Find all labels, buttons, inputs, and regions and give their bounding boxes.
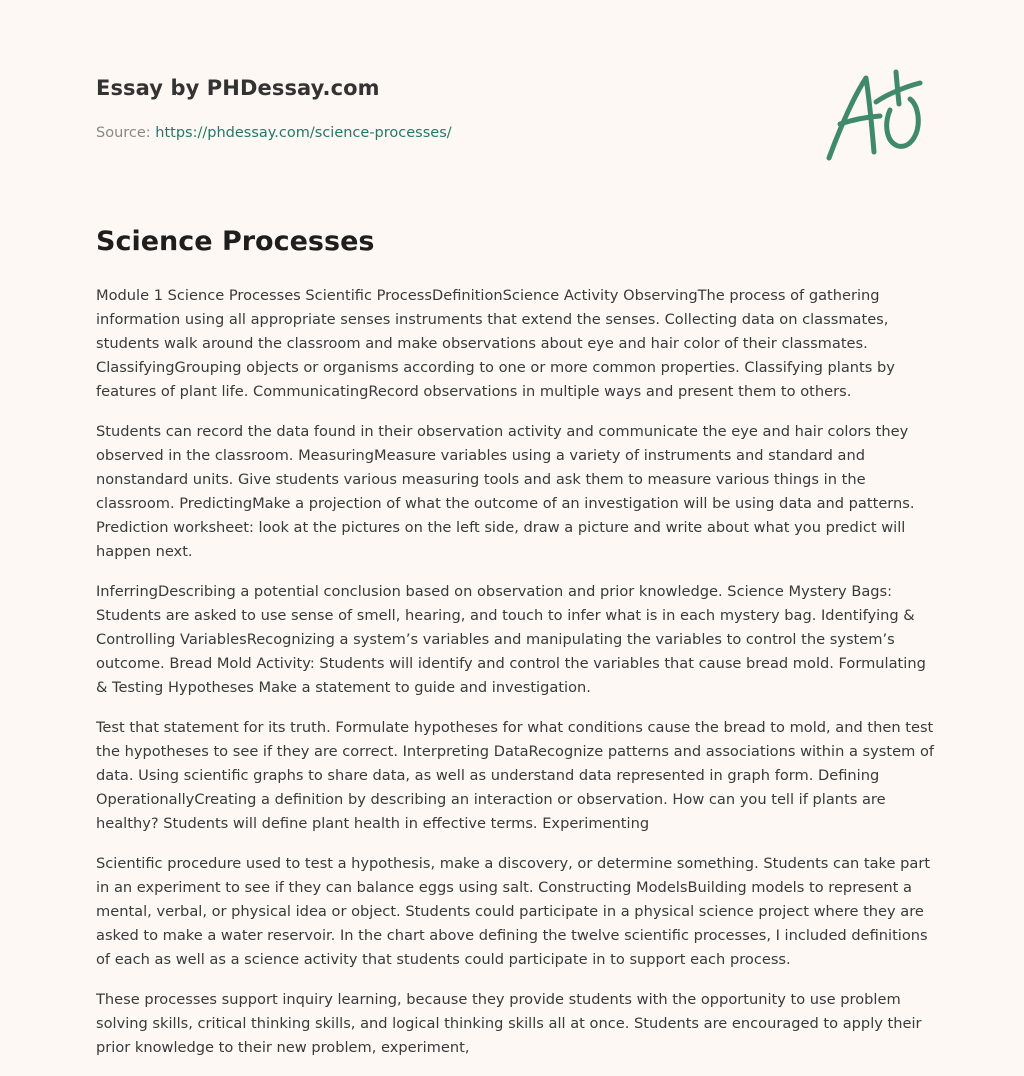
essay-paragraph: Students can record the data found in their observation activity and communicate the eye and hair colors they observed in the classroom. MeasuringMeasure variables using a variety of instruments and standard and nonstandard units. Give students various measuring tools and ask them to measure various things in the classroom. PredictingMake a projection of what the outcome of an investigation will be using data and patterns. Prediction worksheet: look at the pictures on the left side, draw a picture and write about what you predict will happen next. xyxy=(96,423,915,560)
essay-paragraph: InferringDescribing a potential conclusion based on observation and prior knowledge. Science Mystery Bags: Students are asked to use sense of smell, hearing, and touch to infer what is in each mystery bag. Identifying & Controlling VariablesRecognizing a system’s variables and manipulating the variables to control the system’s outcome. Bread Mold Activity: Students will identify and control the variables that cause bread mold. Formulating & Testing Hypotheses Make a statement to guide and investigation. xyxy=(96,583,926,696)
site-brand: Essay by PHDessay.com xyxy=(96,76,380,100)
a-plus-logo-icon xyxy=(820,66,930,166)
essay-body xyxy=(96,284,936,1076)
essay-title: Science Processes xyxy=(96,226,375,257)
source-line xyxy=(96,125,452,141)
essay-paragraph: Test that statement for its truth. Formulate hypotheses for what conditions cause the bread to mold, and then test the hypotheses to see if they are correct. Interpreting DataRecognize patterns and associations within a system of data. Using scientific graphs to share data, as well as understand data represented in graph form. Defining OperationallyCreating a definition by describing an interaction or observation. How can you tell if plants are healthy? Students will define plant health in effective terms. Experimenting xyxy=(96,719,935,832)
source-label: Source: xyxy=(96,125,156,141)
source-link[interactable]: https://phdessay.com/science-processes/ xyxy=(155,125,452,141)
essay-paragraph: These processes support inquiry learning, because they provide students with the opportunity to use problem solving skills, critical thinking skills, and logical thinking skills all at once. Students are encouraged to apply their prior knowledge to their new problem, experiment, xyxy=(96,991,922,1056)
essay-paragraph: Scientific procedure used to test a hypothesis, make a discovery, or determine something. Students can take part in an experiment to see if they can balance eggs using salt. Constructing ModelsBuilding models to represent a mental, verbal, or physical idea or object. Students could participate in a physical science project where they are asked to make a water reservoir. In the chart above defining the twelve scientific processes, I included definitions of each as well as a science activity that students could participate in to support each process. xyxy=(96,855,931,968)
essay-paragraph: Module 1 Science Processes Scientific ProcessDefinitionScience Activity ObservingThe process of gathering information using all appropriate senses instruments that extend the senses. Collecting data on classmates, students walk around the classroom and make observations about eye and hair color of their classmates. ClassifyingGrouping objects or organisms according to one or more common properties. Classifying plants by features of plant life. CommunicatingRecord observations in multiple ways and present them to others. xyxy=(96,287,895,400)
